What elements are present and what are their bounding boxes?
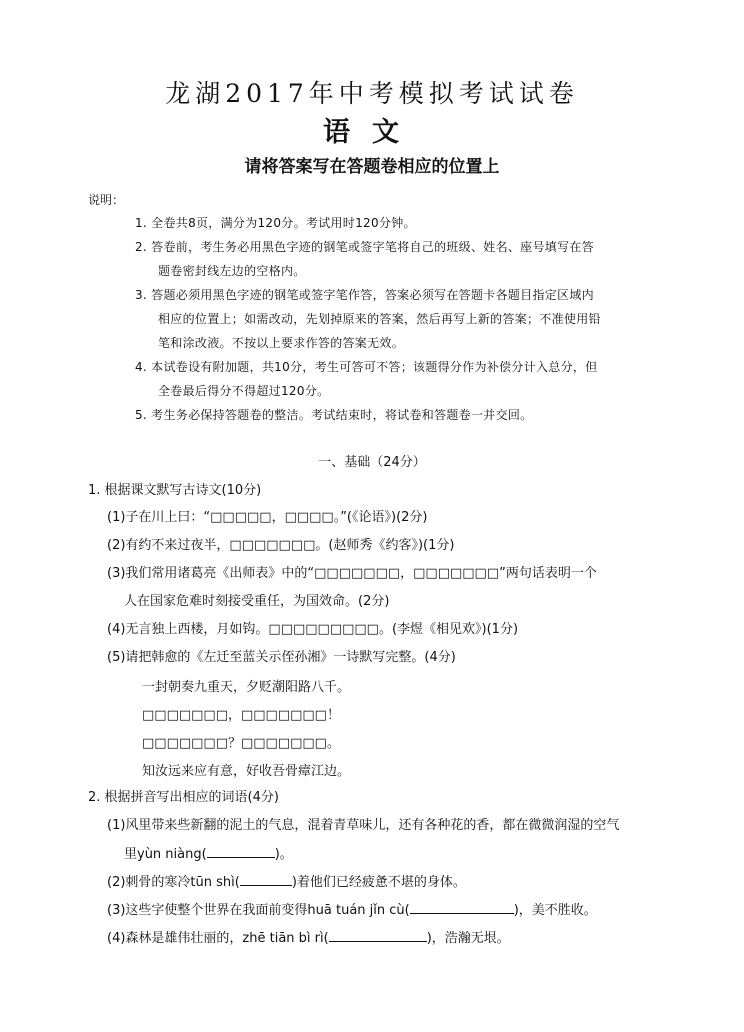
note-line: 题卷密封线左边的空格内。 (158, 264, 306, 278)
answer-blank[interactable] (207, 845, 275, 858)
note-line: 4. 本试卷设有附加题，共10分，考生可答可不答；该题得分作为补偿分计入总分，但 (135, 360, 598, 374)
q1-item-4: (4)无言独上西楼，月如钩。□□□□□□□□□。(李煜《相见欢》)(1分) (107, 622, 519, 637)
poem-line: □□□□□□□，□□□□□□□！ (142, 708, 340, 723)
answer-blank[interactable] (240, 873, 292, 886)
note-line: 5. 考生务必保持答题卷的整洁。考试结束时，将试卷和答题卷一并交回。 (135, 408, 533, 422)
q2-item-4 (107, 927, 510, 946)
q2-item-1-cont (124, 843, 293, 862)
q2-item-3-prefix: (3)这些字使整个世界在我面前变得huā tuán jǐn cù( (107, 903, 410, 918)
q2-item-3 (107, 899, 597, 918)
q2-item-4-suffix: )，浩瀚无垠。 (426, 931, 510, 946)
q2-item-1: (1)风里带来些新翻的泥土的气息，混着青草味儿，还有各种花的香，都在微微润湿的空气 (107, 818, 620, 833)
question-1-title: 1. 根据课文默写古诗文(10分) (88, 483, 262, 498)
q1-item-2: (2)有约不来过夜半，□□□□□□□。(赵师秀《约客》)(1分) (107, 538, 455, 553)
note-line: 3. 答题必须用黑色字迹的钢笔或签字笔作答，答案必须写在答题卡各题目指定区域内 (135, 288, 594, 302)
q1-item-1: (1)子在川上曰：“□□□□□，□□□□。”(《论语》)(2分) (107, 510, 428, 525)
note-line: 笔和涂改液。不按以上要求作答的答案无效。 (158, 336, 405, 350)
note-line: 相应的位置上；如需改动，先划掉原来的答案，然后再写上新的答案；不准使用铅 (158, 312, 601, 326)
note-line: 全卷最后得分不得超过120分。 (158, 384, 330, 398)
q2-item-3-suffix: )，美不胜收。 (513, 903, 597, 918)
section-heading: 一、基础（24分） (318, 455, 426, 470)
q2-item-2-prefix: (2)刺骨的寒冷tūn shì( (107, 875, 240, 890)
q2-item-1-suffix: )。 (274, 847, 293, 862)
question-2-title: 2. 根据拼音写出相应的词语(4分) (88, 790, 279, 805)
q2-item-1-prefix: 里yùn niàng( (124, 847, 207, 862)
answer-blank[interactable] (410, 901, 514, 914)
poem-line: □□□□□□□？□□□□□□□。 (142, 736, 340, 751)
answer-instruction: 请将答案写在答题卷相应的位置上 (244, 157, 500, 177)
exam-title: 龙湖2017年中考模拟考试试卷 (165, 79, 579, 108)
poem-line: 知汝远来应有意，好收吾骨瘴江边。 (142, 764, 351, 779)
note-line: 2. 答卷前，考生务必用黑色字迹的钢笔或签字笔将自己的班级、姓名、座号填写在答 (135, 240, 594, 254)
q1-item-5: (5)请把韩愈的《左迁至蓝关示侄孙湘》一诗默写完整。(4分) (107, 650, 456, 665)
notes-label: 说明： (88, 193, 125, 207)
poem-line: 一封朝奏九重天，夕贬潮阳路八千。 (142, 680, 351, 695)
q1-item-3-cont: 人在国家危难时刻接受重任，为国效命。(2分) (124, 594, 390, 609)
q1-item-3: (3)我们常用诸葛亮《出师表》中的“□□□□□□□，□□□□□□□”两句话表明一个 (107, 566, 597, 581)
answer-blank[interactable] (329, 929, 427, 942)
note-line: 1. 全卷共8页，满分为120分。考试用时120分钟。 (135, 216, 416, 230)
subject-title: 语文 (323, 117, 421, 148)
q2-item-4-prefix: (4)森林是雄伟壮丽的，zhē tiān bì rì( (107, 931, 329, 946)
q2-item-2 (107, 871, 466, 890)
q2-item-2-suffix: )着他们已经疲惫不堪的身体。 (291, 875, 466, 890)
